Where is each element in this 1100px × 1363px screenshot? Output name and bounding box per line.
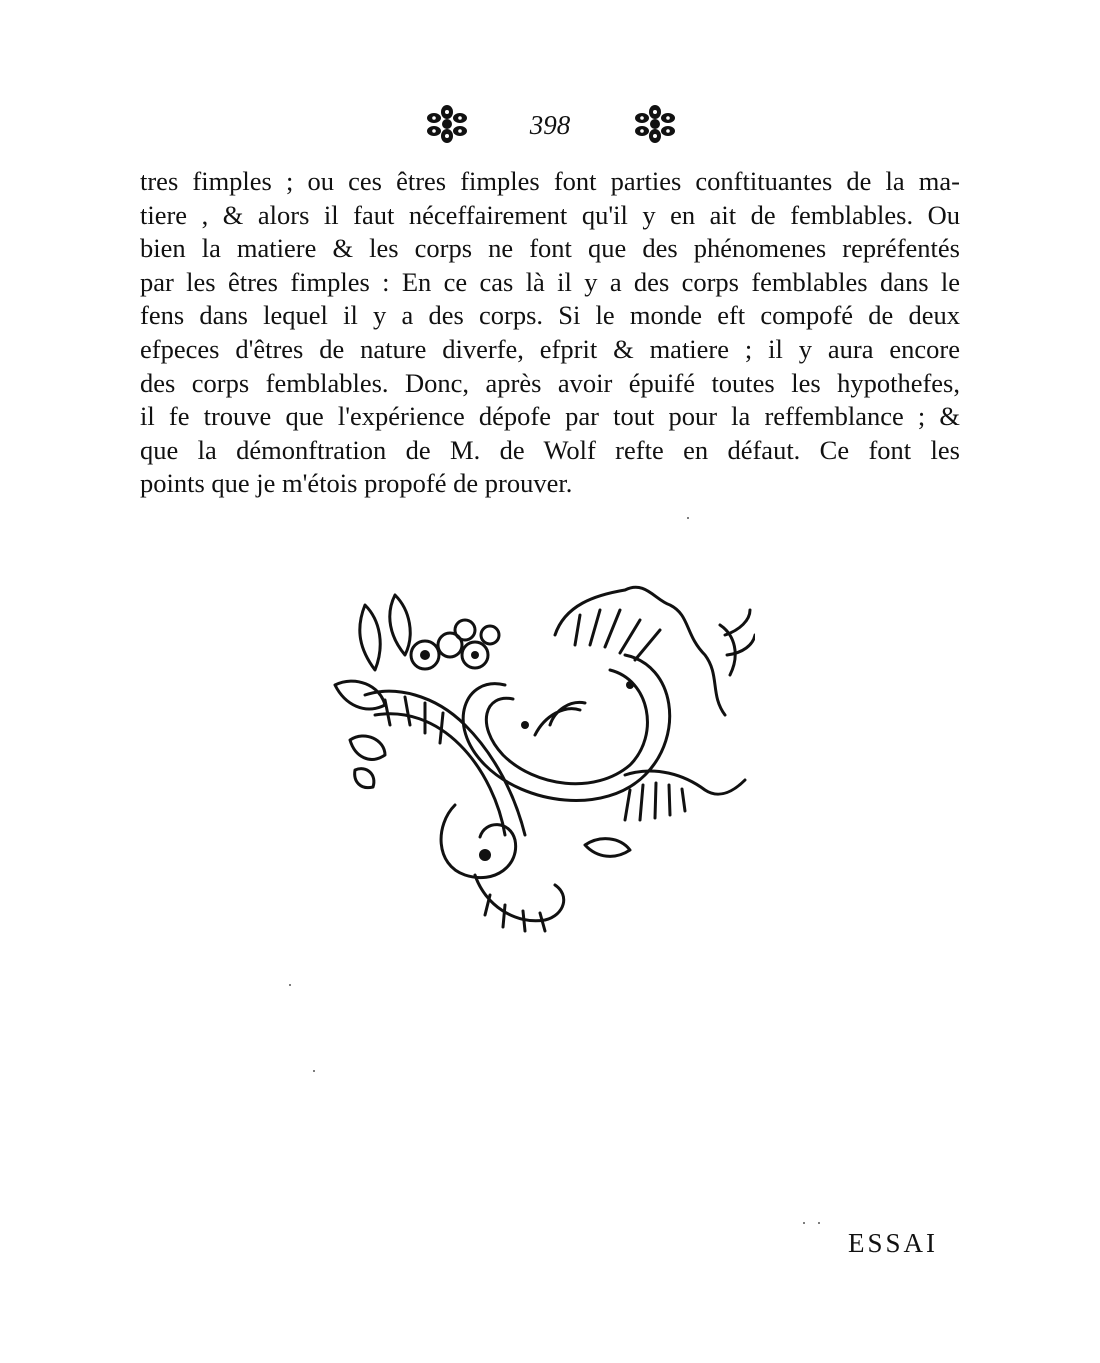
catchword: ESSAI — [848, 1228, 939, 1258]
text-line: tiere , & alors il faut néceffairement qu'il y en ait de femblables. Ou — [140, 199, 960, 230]
page-number: 398 — [529, 110, 571, 140]
paper-speck — [289, 984, 291, 986]
text-line: points que je m'étois propofé de prouver. — [140, 468, 573, 499]
text-line: il fe trouve que l'expérience dépofe par tout pour la reffemblance ; & — [140, 401, 960, 432]
fleuron-icon — [425, 104, 469, 144]
text-line: bien la matiere & les corps ne font que des phénomenes repréfentés — [140, 233, 960, 264]
text-line: que la démonftration de M. de Wolf refte en défaut. Ce font les — [140, 434, 960, 465]
page-header — [0, 104, 1100, 148]
body-paragraph — [140, 165, 960, 501]
paper-speck — [313, 1070, 315, 1072]
text-line: fens dans lequel il y a des corps. Si le monde eft compofé de deux — [140, 300, 960, 331]
paper-speck — [803, 1222, 805, 1224]
paper-speck — [687, 517, 689, 519]
fleuron-icon — [633, 104, 677, 144]
rococo-cartouche-ornament-icon — [325, 575, 755, 955]
text-line: efpeces d'êtres de nature diverfe, efprit & matiere ; il y aura encore — [140, 333, 960, 364]
text-line: tres fimples ; ou ces êtres fimples font parties conftituantes de la ma- — [140, 166, 960, 196]
text-line: par les êtres fimples : En ce cas là il y a des corps femblables dans le — [140, 266, 960, 297]
text-line: des corps femblables. Donc, après avoir épuifé toutes les hypothefes, — [140, 367, 960, 398]
paper-speck — [818, 1222, 820, 1224]
